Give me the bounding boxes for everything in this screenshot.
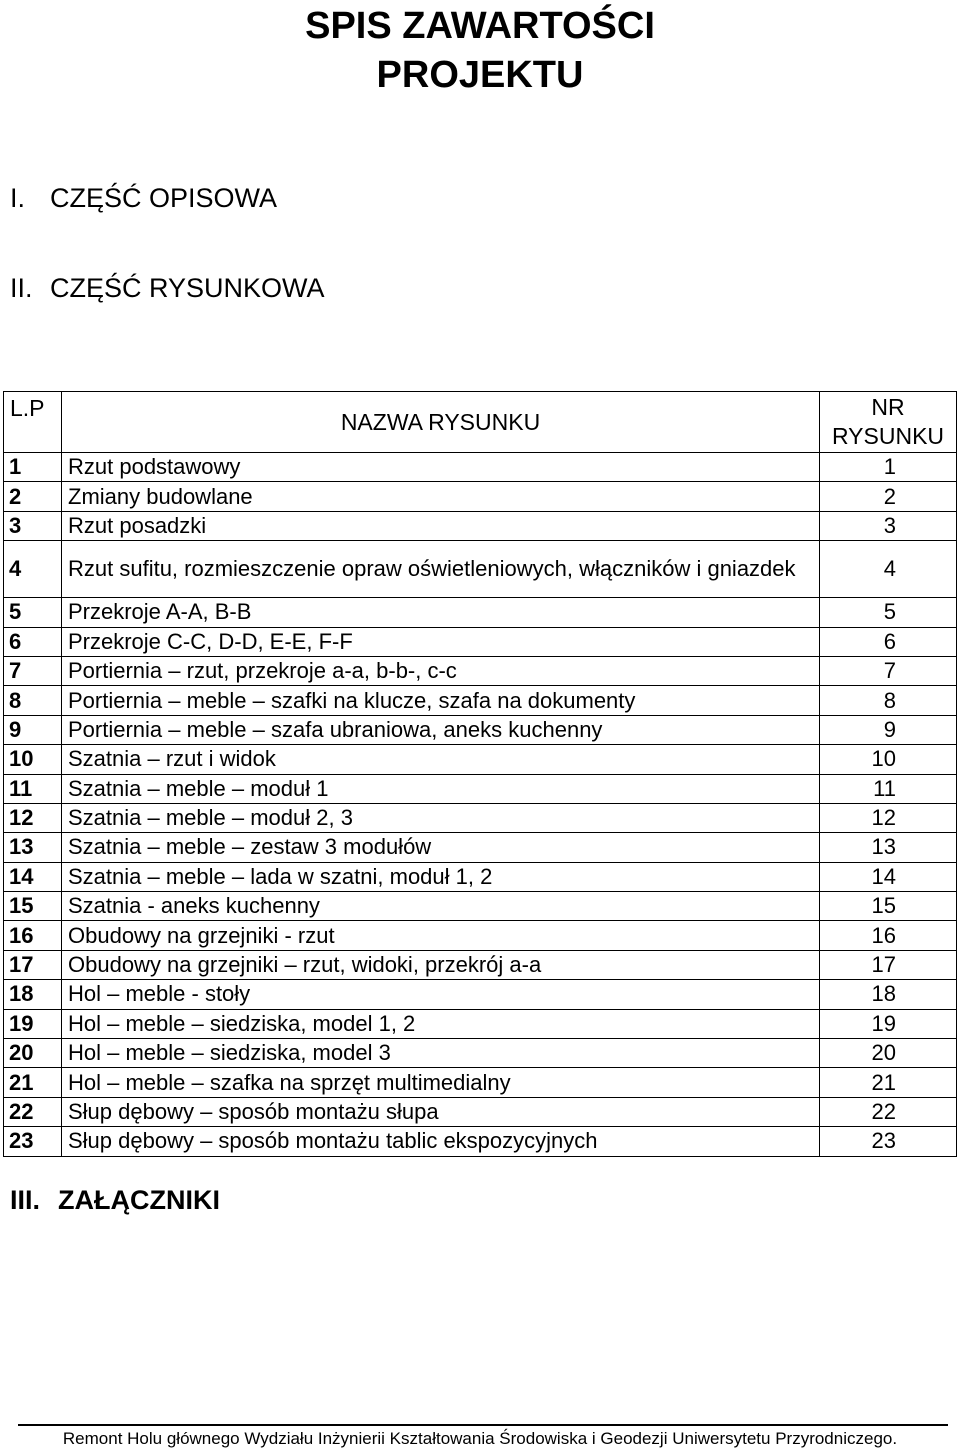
row-name: Portiernia – meble – szafa ubraniowa, aneks kuchenny [62, 715, 820, 744]
table-row [4, 715, 957, 744]
row-name: Rzut posadzki [62, 511, 820, 540]
table-row [4, 803, 957, 832]
section-zalaczniki [10, 1184, 220, 1216]
row-lp: 14 [4, 862, 62, 891]
row-name: Obudowy na grzejniki - rzut [62, 921, 820, 950]
row-lp: 3 [4, 511, 62, 540]
row-nr: 17 [820, 950, 957, 979]
row-name: Rzut podstawowy [62, 453, 820, 482]
row-lp: 2 [4, 482, 62, 511]
row-nr: 18 [820, 980, 957, 1009]
row-nr: 5 [820, 598, 957, 627]
row-nr: 3 [820, 511, 957, 540]
table-row [4, 1009, 957, 1038]
table-row [4, 774, 957, 803]
section-opisowa [10, 182, 277, 214]
row-nr: 7 [820, 656, 957, 685]
row-nr: 15 [820, 892, 957, 921]
row-lp: 7 [4, 656, 62, 685]
section-number: II. [10, 273, 33, 303]
row-name: Szatnia – meble – moduł 2, 3 [62, 803, 820, 832]
section-number: III. [10, 1185, 41, 1215]
row-lp: 4 [4, 541, 62, 598]
row-name: Portiernia – meble – szafki na klucze, szafa na dokumenty [62, 686, 820, 715]
section-label: ZAŁĄCZNIKI [58, 1185, 220, 1215]
row-name: Hol – meble – siedziska, model 1, 2 [62, 1009, 820, 1038]
row-nr: 6 [820, 627, 957, 656]
table-row [4, 745, 957, 774]
row-nr: 4 [820, 541, 957, 598]
row-nr: 14 [820, 862, 957, 891]
header-lp: L.P [4, 392, 62, 453]
row-name: Szatnia – rzut i widok [62, 745, 820, 774]
row-name: Zmiany budowlane [62, 482, 820, 511]
table-header-row [4, 392, 957, 453]
document-title [0, 2, 960, 100]
footer-text: Remont Holu głównego Wydziału Inżynierii Kształtowania Środowiska i Geodezji Uniwersytetu Przyrodniczego. [62, 1429, 898, 1448]
table-row [4, 1127, 957, 1156]
row-lp: 19 [4, 1009, 62, 1038]
row-lp: 18 [4, 980, 62, 1009]
section-label: CZĘŚĆ OPISOWA [50, 183, 278, 213]
table-body [4, 453, 957, 1157]
row-lp: 15 [4, 892, 62, 921]
row-name: Słup dębowy – sposób montażu tablic ekspozycyjnych [62, 1127, 820, 1156]
row-nr: 2 [820, 482, 957, 511]
table-row [4, 686, 957, 715]
row-name: Szatnia – meble – moduł 1 [62, 774, 820, 803]
row-nr: 16 [820, 921, 957, 950]
table-row [4, 950, 957, 979]
table-row [4, 921, 957, 950]
row-name: Szatnia - aneks kuchenny [62, 892, 820, 921]
row-lp: 20 [4, 1039, 62, 1068]
row-nr: 9 [820, 715, 957, 744]
table-row [4, 1068, 957, 1097]
row-nr: 22 [820, 1097, 957, 1126]
table-row [4, 980, 957, 1009]
section-label: CZĘŚĆ RYSUNKOWA [50, 273, 325, 303]
row-name: Przekroje A-A, B-B [62, 598, 820, 627]
row-nr: 8 [820, 686, 957, 715]
row-nr: 10 [820, 745, 957, 774]
table-row [4, 1097, 957, 1126]
table-row [4, 511, 957, 540]
row-name: Szatnia – meble – zestaw 3 modułów [62, 833, 820, 862]
table-row [4, 892, 957, 921]
row-lp: 16 [4, 921, 62, 950]
row-name: Hol – meble – siedziska, model 3 [62, 1039, 820, 1068]
table-row [4, 598, 957, 627]
row-nr: 1 [820, 453, 957, 482]
row-name: Szatnia – meble – lada w szatni, moduł 1, 2 [62, 862, 820, 891]
row-lp: 10 [4, 745, 62, 774]
row-nr: 19 [820, 1009, 957, 1038]
row-nr: 23 [820, 1127, 957, 1156]
table-row [4, 862, 957, 891]
row-lp: 8 [4, 686, 62, 715]
row-nr: 20 [820, 1039, 957, 1068]
row-name: Hol – meble – szafka na sprzęt multimedialny [62, 1068, 820, 1097]
row-name: Portiernia – rzut, przekroje a-a, b-b-, c-c [62, 656, 820, 685]
row-lp: 6 [4, 627, 62, 656]
row-lp: 9 [4, 715, 62, 744]
row-lp: 17 [4, 950, 62, 979]
table-row [4, 833, 957, 862]
row-lp: 12 [4, 803, 62, 832]
table-row [4, 482, 957, 511]
row-name: Obudowy na grzejniki – rzut, widoki, przekrój a-a [62, 950, 820, 979]
row-nr: 12 [820, 803, 957, 832]
row-nr: 21 [820, 1068, 957, 1097]
row-lp: 23 [4, 1127, 62, 1156]
section-number: I. [10, 183, 26, 213]
row-lp: 13 [4, 833, 62, 862]
row-lp: 1 [4, 453, 62, 482]
row-name: Słup dębowy – sposób montażu słupa [62, 1097, 820, 1126]
row-name: Rzut sufitu, rozmieszczenie opraw oświetleniowych, włączników i gniazdek [62, 541, 820, 598]
header-nr: NR RYSUNKU [820, 392, 957, 453]
header-name: NAZWA RYSUNKU [62, 392, 820, 453]
row-nr: 13 [820, 833, 957, 862]
row-lp: 11 [4, 774, 62, 803]
section-rysunkowa [10, 272, 325, 304]
table-row [4, 627, 957, 656]
table-row [4, 656, 957, 685]
row-lp: 5 [4, 598, 62, 627]
table-row [4, 541, 957, 598]
row-lp: 22 [4, 1097, 62, 1126]
table-row [4, 1039, 957, 1068]
row-lp: 21 [4, 1068, 62, 1097]
drawings-table [3, 391, 957, 1157]
title-line-1: SPIS ZAWARTOŚCI [305, 5, 655, 47]
table-row [4, 453, 957, 482]
row-nr: 11 [820, 774, 957, 803]
title-line-2: PROJEKTU [376, 54, 584, 96]
row-name: Hol – meble - stoły [62, 980, 820, 1009]
row-name: Przekroje C-C, D-D, E-E, F-F [62, 627, 820, 656]
footer-divider [18, 1424, 948, 1426]
